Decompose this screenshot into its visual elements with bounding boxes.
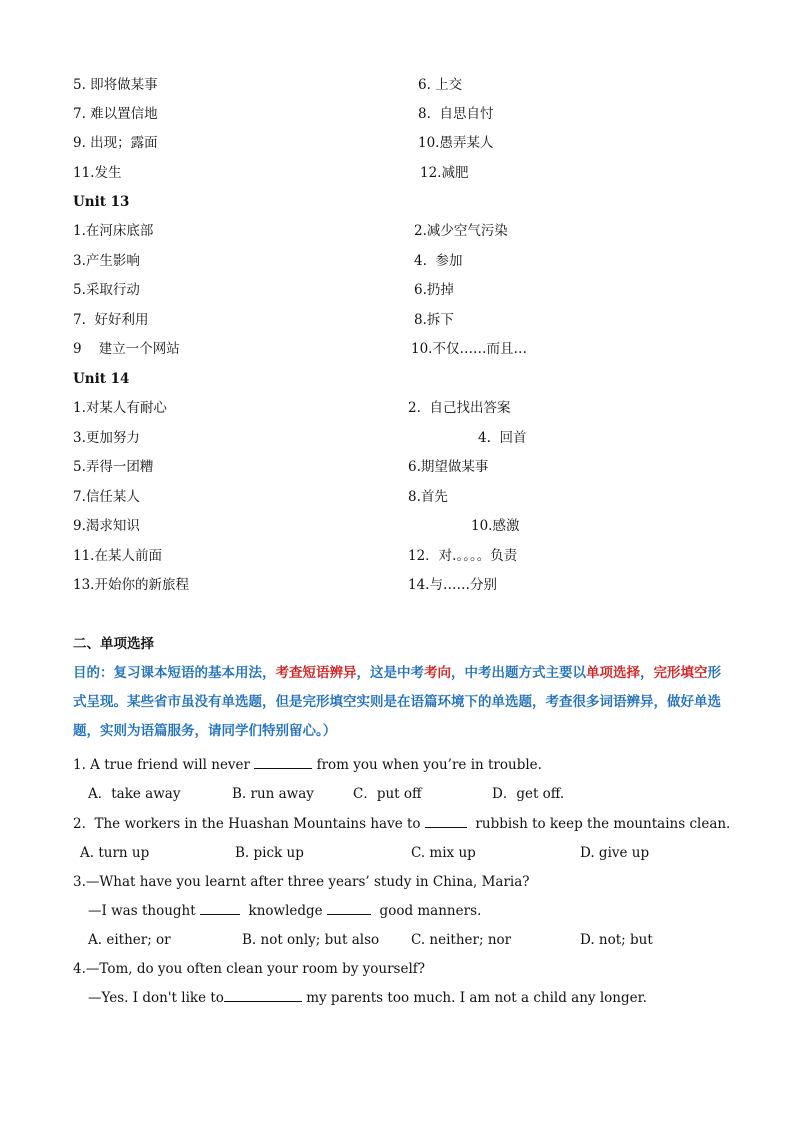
purpose-highlight: 单项选择 — [586, 665, 640, 681]
answer-blank — [200, 902, 240, 915]
unit-14-title: Unit 14 — [73, 371, 130, 387]
phrase-item: 9. 出现；露面 — [73, 135, 158, 151]
phrase-item: 8. 自思自忖 — [418, 106, 494, 122]
phrase-item: 6.扔掉 — [414, 282, 454, 298]
purpose-text: ， — [640, 665, 654, 681]
purpose-paragraph — [73, 659, 733, 746]
option: D. give up — [580, 845, 650, 861]
answer-blank — [327, 902, 371, 915]
phrase-item: 1.在河床底部 — [73, 223, 154, 239]
stem-text: —Yes. I don't like to — [88, 990, 224, 1006]
answer-blank — [425, 815, 467, 828]
stem-text: 1. A true friend will never — [73, 757, 255, 773]
section-heading: 二、单项选择 — [73, 636, 154, 652]
phrase-item: 7. 难以置信地 — [73, 106, 158, 122]
phrase-item: 6. 上交 — [418, 77, 463, 93]
purpose-text: ，这是中考 — [356, 665, 424, 681]
stem-text: from you when you’re in trouble. — [312, 757, 542, 773]
phrase-item: 5.采取行动 — [73, 282, 140, 298]
phrase-item: 3.产生影响 — [73, 253, 140, 269]
option: B. run away — [232, 786, 314, 802]
stem-text: my parents too much. I am not a child any longer. — [301, 990, 647, 1006]
phrase-item: 4. 回首 — [478, 430, 527, 446]
answer-blank — [224, 989, 302, 1002]
question-3-answer-line — [88, 902, 481, 920]
option: C. mix up — [411, 845, 476, 861]
unit-13-title: Unit 13 — [73, 194, 130, 210]
option: B. pick up — [235, 845, 304, 861]
phrase-item: 2.减少空气污染 — [414, 223, 508, 239]
stem-text: knowledge — [239, 903, 327, 919]
phrase-item: 9.渴求知识 — [73, 518, 140, 534]
phrase-item: 12.减肥 — [420, 165, 469, 181]
phrase-item: 10.不仅……而且… — [411, 341, 527, 357]
phrase-item: 12．对.。。。。负责 — [408, 548, 518, 564]
purpose-highlight: 完形填空 — [653, 665, 708, 681]
phrase-item: 6.期望做某事 — [408, 459, 489, 475]
stem-text: —I was thought — [88, 903, 200, 919]
question-2-stem — [73, 815, 730, 833]
phrase-item: 7. 好好利用 — [73, 312, 149, 328]
stem-text: 2. The workers in the Huashan Mountains have to — [73, 816, 425, 832]
phrase-item: 8.拆下 — [414, 312, 454, 328]
phrase-item: 11.发生 — [73, 165, 122, 181]
option: A．take away — [88, 786, 181, 802]
phrase-item: 4. 参加 — [414, 253, 463, 269]
phrase-item: 10.愚弄某人 — [418, 135, 494, 151]
stem-text: rubbish to keep the mountains clean. — [466, 816, 731, 832]
purpose-text: 形式呈现。某些省市虽没有单选题，但是完形填空实则是在语篇环境下的单选题，考查很多词语辨异，做好单选题，实则为语篇服务，请同学们特别留心。） — [73, 665, 721, 739]
phrase-item: 14.与……分别 — [408, 577, 497, 593]
phrase-item: 5.弄得一团糟 — [73, 459, 154, 475]
answer-blank — [254, 756, 312, 769]
purpose-text: 目的：复习课本短语的基本用法， — [73, 665, 276, 681]
phrase-item: 3.更加努力 — [73, 430, 140, 446]
option: A. turn up — [80, 845, 150, 861]
option: C. neither; nor — [411, 932, 512, 948]
phrase-item: 1.对某人有耐心 — [73, 400, 167, 416]
purpose-highlight: 考向 — [424, 665, 451, 681]
phrase-item: 7.信任某人 — [73, 489, 140, 505]
option: B. not only; but also — [242, 932, 380, 948]
phrase-item: 10.感激 — [471, 518, 520, 534]
question-4-answer-line — [88, 989, 647, 1007]
phrase-item: 2. 自己找出答案 — [408, 400, 511, 416]
phrase-item: 11.在某人前面 — [73, 548, 162, 564]
option: D．get off. — [492, 786, 565, 802]
stem-text: good manners. — [370, 903, 482, 919]
option: D. not; but — [580, 932, 653, 948]
phrase-item: 8.首先 — [408, 489, 448, 505]
question-1-stem — [73, 756, 542, 774]
purpose-highlight: 考查短语辨异 — [275, 665, 357, 681]
option: C．put off — [353, 786, 422, 802]
phrase-item: 5. 即将做某事 — [73, 77, 158, 93]
option: A. either; or — [88, 932, 171, 948]
purpose-text: ，中考出题方式主要以 — [451, 665, 586, 681]
phrase-item: 9 建立一个网站 — [73, 341, 180, 357]
question-4-stem: 4.—Tom, do you often clean your room by yourself? — [73, 961, 426, 977]
question-3-stem: 3.—What have you learnt after three years’ study in China, Maria? — [73, 874, 530, 890]
phrase-item: 13.开始你的新旅程 — [73, 577, 189, 593]
